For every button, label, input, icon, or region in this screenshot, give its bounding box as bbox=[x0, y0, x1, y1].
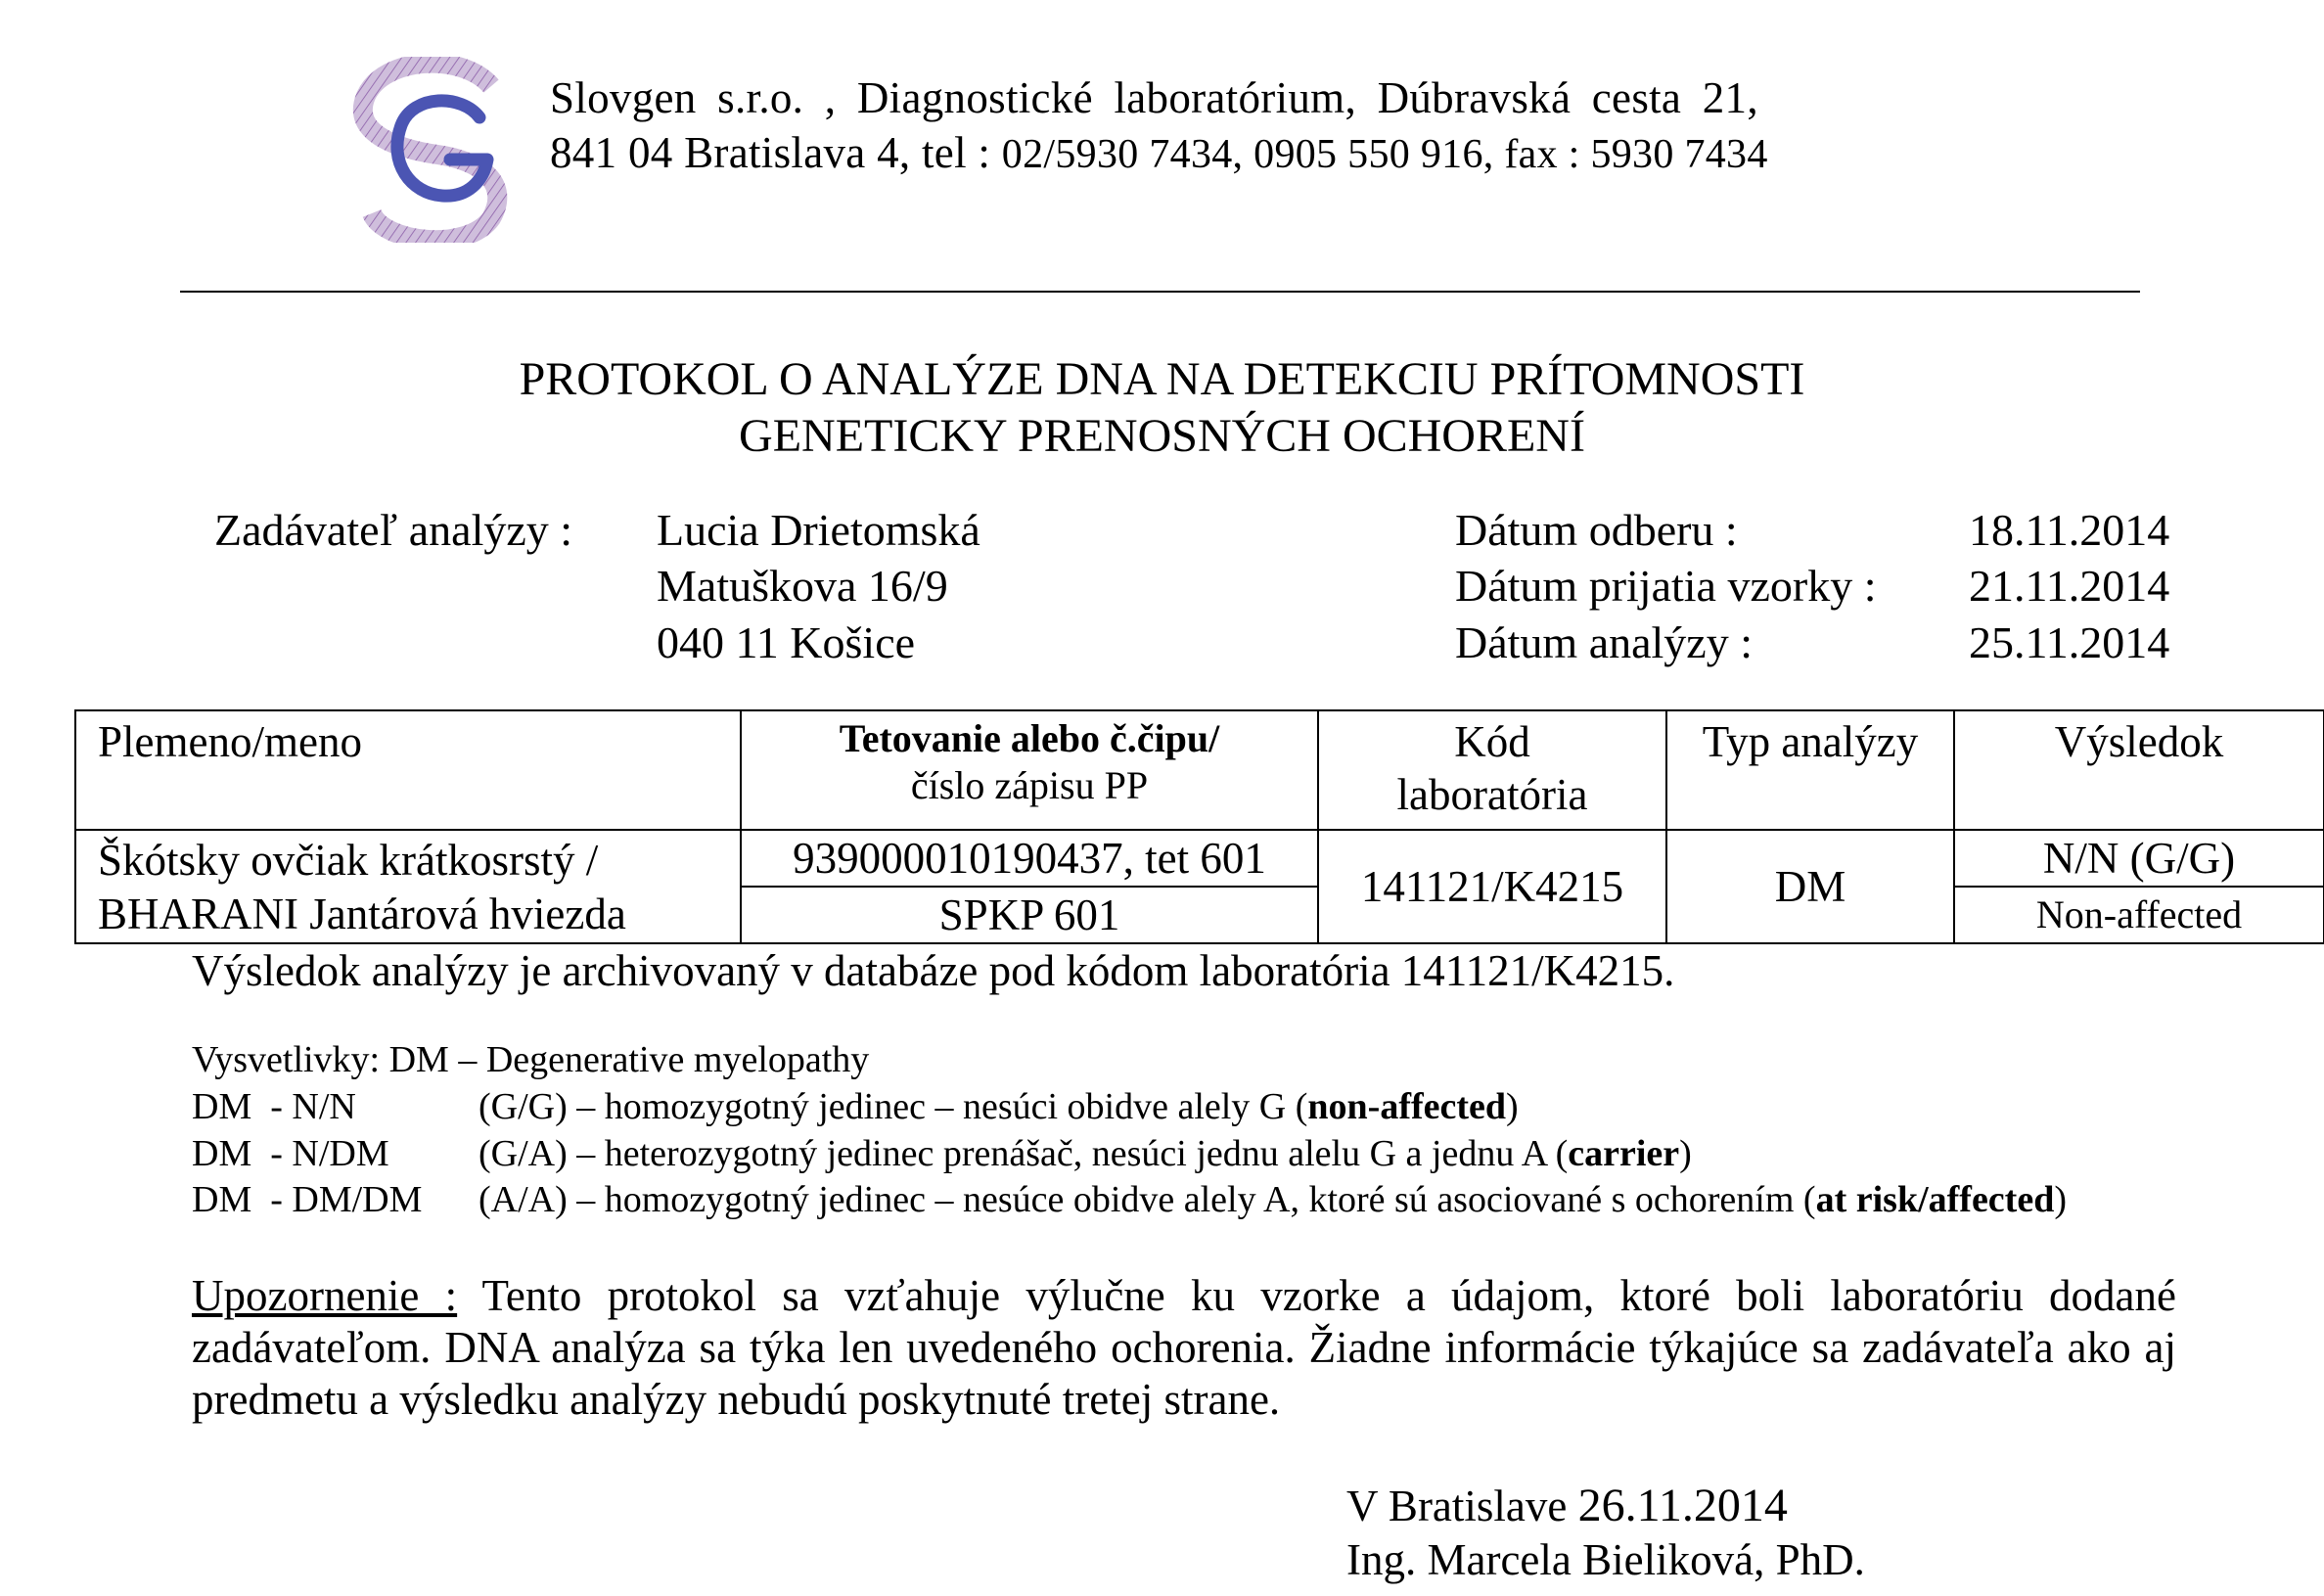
header-tattoo bbox=[741, 710, 1318, 830]
signer-name: Ing. Marcela Bieliková, PhD. bbox=[1346, 1535, 1865, 1584]
lab-code-cell: 141121/K4215 bbox=[1318, 830, 1666, 943]
genotype-result: N/N (G/G) bbox=[1954, 830, 2324, 887]
archive-note: Výsledok analýzy je archivovaný v databáze pod kódom laboratória 141121/K4215. bbox=[192, 946, 1675, 995]
header-breed-name: Plemeno/meno bbox=[75, 710, 741, 830]
legend-emphasis: at risk/affected bbox=[1815, 1179, 2055, 1220]
breed-name-cell bbox=[75, 830, 741, 943]
signature-place-date bbox=[1346, 1479, 1788, 1532]
legend-end: ) bbox=[1679, 1133, 1692, 1174]
legend-desc: (G/G) – homozygotný jedinec – nesúci obidve alely G ( bbox=[478, 1086, 1308, 1127]
legend-emphasis: non-affected bbox=[1307, 1086, 1507, 1127]
address-prefix: 841 04 Bratislava 4, tel : bbox=[550, 128, 1002, 177]
legend-end: ) bbox=[1506, 1086, 1519, 1127]
header-tattoo-sub: číslo zápisu PP bbox=[910, 763, 1149, 807]
breed-line1: Škótsky ovčiak krátkosrstý / bbox=[98, 836, 599, 885]
notice-label: Upozornenie : bbox=[192, 1271, 458, 1320]
legend-end: ) bbox=[2054, 1179, 2067, 1220]
company-address-line: Slovgen s.r.o. , Diagnostické laboratórium, Dúbravská cesta 21, bbox=[550, 73, 1758, 122]
requester-name: Lucia Drietomská bbox=[657, 505, 980, 555]
analysis-date-label: Dátum analýzy : bbox=[1455, 617, 1754, 667]
requester-label: Zadávateľ analýzy : bbox=[214, 505, 573, 555]
legend-desc: (A/A) – homozygotný jedinec – nesúce obidve alely A, ktoré sú asociované s ochorením ( bbox=[478, 1179, 1816, 1220]
results-table bbox=[74, 709, 2324, 944]
chip-number: 939000010190437, tet 601 bbox=[741, 830, 1318, 887]
table-row bbox=[75, 830, 2324, 887]
signature-place: V Bratislave bbox=[1346, 1482, 1578, 1530]
header-tattoo-main: Tetovanie alebo č.čipu/ bbox=[839, 716, 1220, 760]
header-divider bbox=[180, 291, 2140, 293]
requester-street: Matuškova 16/9 bbox=[657, 561, 948, 611]
document-title-line1: PROTOKOL O ANALÝZE DNA NA DETEKCIU PRÍTOMNOSTI bbox=[519, 353, 1805, 405]
received-date-label: Dátum prijatia vzorky : bbox=[1455, 561, 1877, 611]
legend-text bbox=[478, 1178, 2067, 1221]
analysis-type-cell: DM bbox=[1666, 830, 1954, 943]
table-header-row bbox=[75, 710, 2324, 830]
received-date-value: 21.11.2014 bbox=[1969, 561, 2170, 611]
registration-number: SPKP 601 bbox=[741, 887, 1318, 943]
company-contact-line bbox=[550, 127, 1768, 178]
header-analysis-type: Typ analýzy bbox=[1666, 710, 1954, 830]
breed-line2: BHARANI Jantárová hviezda bbox=[98, 889, 626, 938]
legend-desc: (G/A) – heterozygotný jedinec prenášač, nesúci jednu alelu G a jednu A ( bbox=[478, 1133, 1569, 1174]
analysis-date-value: 25.11.2014 bbox=[1969, 617, 2170, 667]
result-status: Non-affected bbox=[1954, 887, 2324, 943]
legend-text bbox=[478, 1132, 1692, 1175]
legend-title: Vysvetlivky: DM – Degenerative myelopathy bbox=[192, 1039, 870, 1080]
legend-emphasis: carrier bbox=[1568, 1133, 1680, 1174]
legend-code: DM - N/DM bbox=[192, 1133, 389, 1174]
legend-text bbox=[478, 1085, 1519, 1128]
notice-text: Tento protokol sa vzťahuje výlučne ku vzorke a údajom, ktoré boli laboratóriu dodané zadávateľom. DNA analýza sa týka len uvedeného ochorenia. Žiadne informácie týkajúce sa zadávateľa ako aj predmetu a výsledku analýzy nebudú poskytnuté tretej strane. bbox=[192, 1271, 2176, 1424]
header-lab-code: Kód laboratória bbox=[1318, 710, 1666, 830]
document-title-line2: GENETICKY PRENOSNÝCH OCHORENÍ bbox=[739, 410, 1585, 462]
header-result: Výsledok bbox=[1954, 710, 2324, 830]
slovgen-logo bbox=[344, 57, 530, 243]
notice-paragraph bbox=[192, 1270, 2176, 1426]
sampling-date-label: Dátum odberu : bbox=[1455, 505, 1738, 555]
legend-code: DM - DM/DM bbox=[192, 1179, 423, 1220]
contact-numbers: 02/5930 7434, 0905 550 916, fax : 5930 7434 bbox=[1001, 132, 1768, 177]
signature-date: 26.11.2014 bbox=[1577, 1480, 1788, 1531]
sampling-date-value: 18.11.2014 bbox=[1969, 505, 2170, 555]
requester-city: 040 11 Košice bbox=[657, 617, 916, 667]
legend-code: DM - N/N bbox=[192, 1086, 356, 1127]
